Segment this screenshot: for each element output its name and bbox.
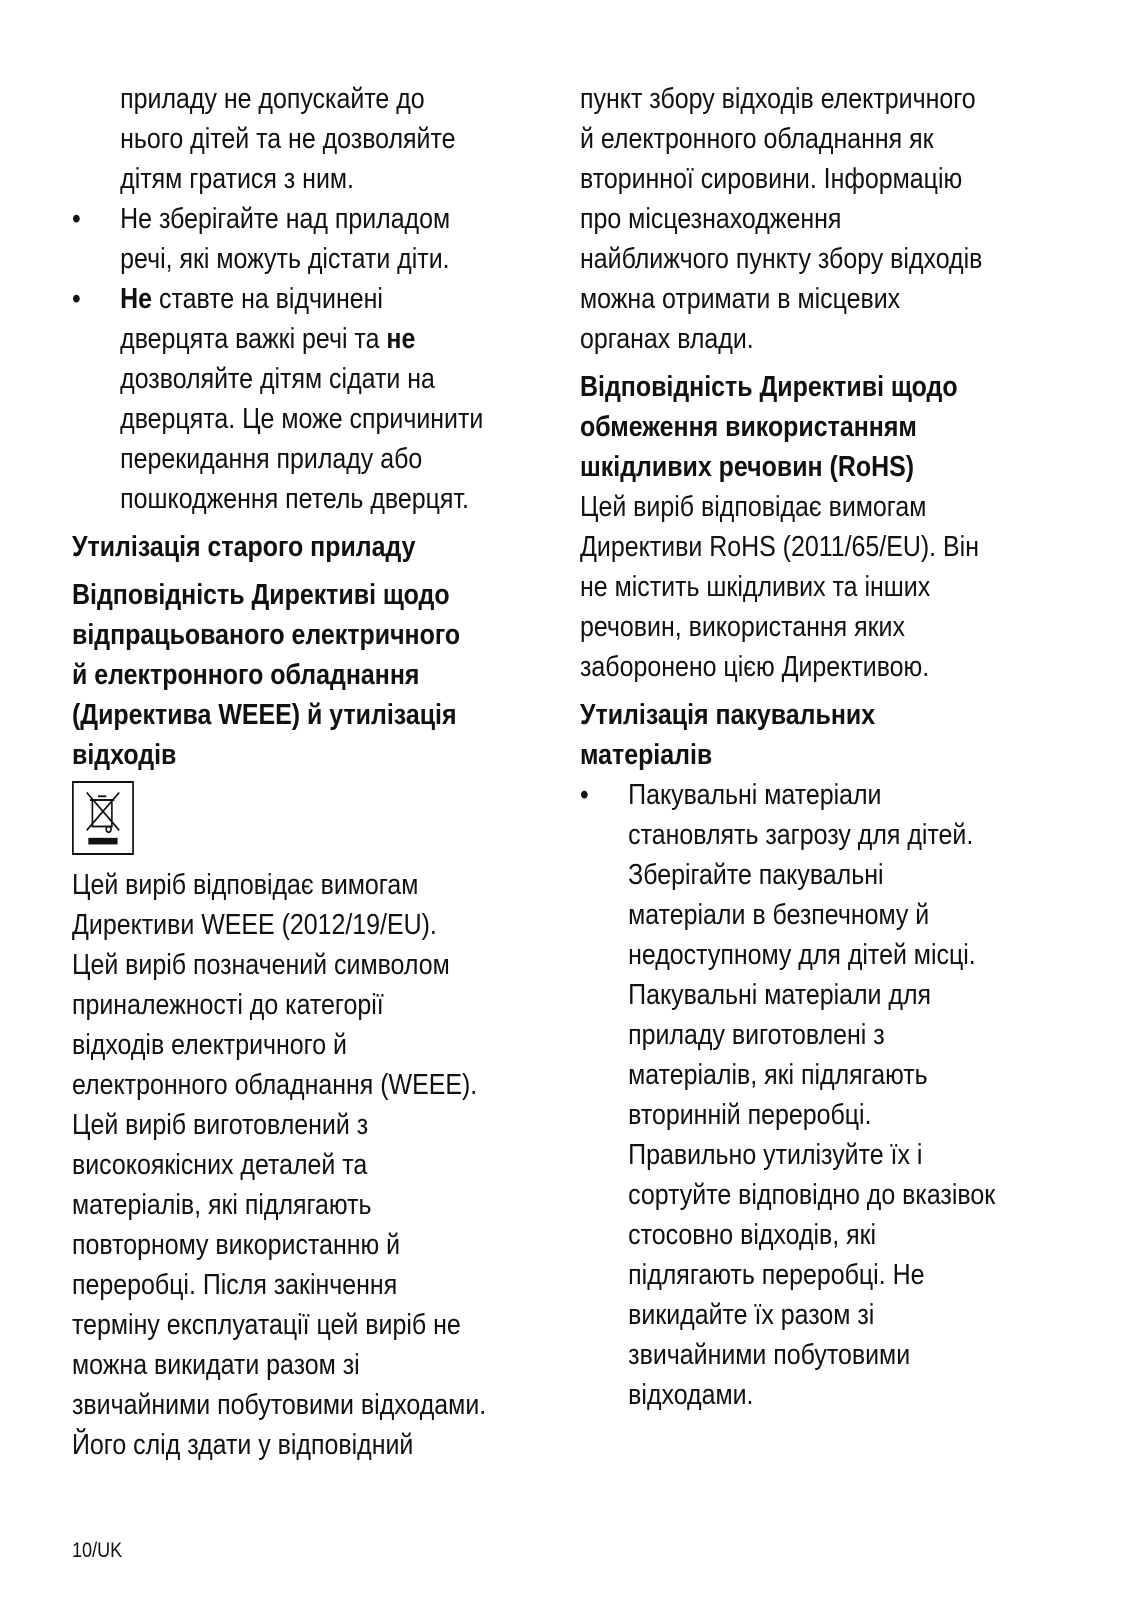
- bullet-symbol: •: [72, 203, 81, 235]
- continued-warning-text: приладу не допускайте до нього дітей та не дозволяйте дітям гратися з ним.: [120, 83, 456, 195]
- safety-bullet-door: • Не ставте на відчинені дверцята важкі речі та не дозволяйте дітям сідати на дверцята. Це може спричинити перекидання приладу або пошкодження петель дверцят.: [72, 279, 554, 519]
- safety-bullet-storage: • Не зберігайте над приладом речі, які можуть дістати діти.: [72, 199, 554, 279]
- page-number: 10/UK: [72, 1539, 123, 1562]
- weee-heading: Відповідність Директиві щодо відпрацьованого електричного й електронного обладнання (Директива WEEE) й утилізація відходів: [72, 579, 461, 771]
- crossed-out-wheelie-bin-icon: [72, 781, 134, 855]
- left-column: [72, 79, 554, 1465]
- weee-compliance-text: Цей виріб відповідає вимогам Директиви WEEE (2012/19/EU). Цей виріб позначений символом приналежності до категорії відходів електричного й електронного обладнання (WEEE). Цей виріб виготовлений з високоякісних деталей та матеріалів, які підлягають повторному використанню й переробці. Після закінчення терміну експлуатації цей виріб не можна викидати разом зі звичайними побутовими відходами. Його слід здати у відповідний: [72, 869, 487, 1461]
- rohs-compliance-text: Цей виріб відповідає вимогам Директиви RoHS (2011/65/EU). Він не містить шкідливих та інших речовин, використання яких заборонено цією Директивою.: [580, 491, 979, 683]
- continued-weee-text: пункт збору відходів електричного й електронного обладнання як вторинної сировини. Інформацію про місцезнаходження найближчого пункту збору відходів можна отримати в місцевих органах влади.: [580, 83, 983, 355]
- bullet-symbol: •: [580, 779, 589, 811]
- packaging-bullet: • Пакувальні матеріали становлять загрозу для дітей. Зберігайте пакувальні матеріали в безпечному й недоступному для дітей місці. Пакувальні матеріали для приладу виготовлені з матеріалів, які підлягають вторинній переробці. Правильно утилізуйте їх і сортуйте відповідно до вказівок стосовно відходів, які підлягають переробці. Не викидайте їх разом зі звичайними побутовими відходами.: [580, 775, 1070, 1415]
- packaging-heading: Утилізація пакувальних матеріалів: [580, 699, 876, 771]
- right-column: [580, 79, 1070, 1415]
- rohs-heading: Відповідність Директиві щодо обмеження використанням шкідливих речовин (RoHS): [580, 371, 958, 483]
- disposal-heading: Утилізація старого приладу: [72, 531, 416, 563]
- bullet-symbol: •: [72, 283, 81, 315]
